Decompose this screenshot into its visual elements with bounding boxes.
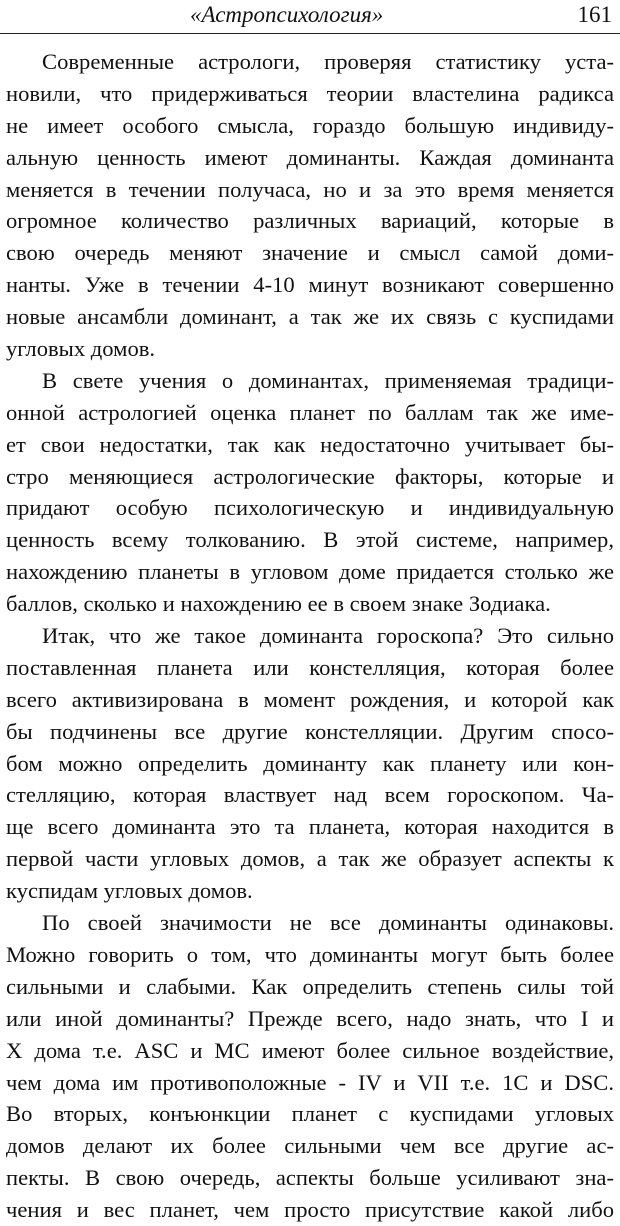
text-line: ценность всему толкованию. В этой системе, например, <box>6 527 614 553</box>
text-line: стро меняющиеся астрологические факторы, которые и <box>6 463 614 489</box>
body-text <box>6 46 614 1226</box>
paragraph <box>6 620 614 907</box>
text-line: не имеет особого смысла, гораздо большую индивиду- <box>6 112 614 138</box>
text-line: X дома т.е. ASC и MC имеют более сильное воздействие, <box>6 1037 614 1063</box>
text-line: чения и вес планет, чем просто присутствие какой либо <box>6 1197 614 1223</box>
text-line: альную ценность имеют доминанты. Каждая доминанта <box>6 144 614 170</box>
text-line: баллов, сколько и нахождению ее в своем знаке Зодиака. <box>6 591 551 617</box>
paragraph <box>6 46 614 365</box>
running-head-title: «Астропсихология» <box>190 2 384 27</box>
text-line: бом можно определить доминанту как планету или кон- <box>6 750 614 776</box>
text-line: стелляцию, которая властвует над всем гороскопом. Ча- <box>6 782 614 808</box>
text-line: бы подчинены все другие констелляции. Другим спосо- <box>6 718 614 744</box>
text-line: Современные астрологи, проверяя статистику уста- <box>42 49 614 74</box>
text-line: придают особую психологическую и индивидуальную <box>6 495 614 521</box>
page-number: 161 <box>577 2 612 27</box>
text-line: свою очередь меняют значение и смысл самой доми- <box>6 240 614 266</box>
text-line: новые ансамбли доминант, а так же их связь с куспидами <box>6 304 614 330</box>
paragraph <box>6 907 614 1226</box>
text-line: всего активизирована в момент рождения, и которой как <box>6 686 614 712</box>
text-line: угловых домов. <box>6 336 156 362</box>
text-line: нахождению планеты в угловом доме придается столько же <box>6 559 614 585</box>
text-line: Итак, что же такое доминанта гороскопа? Это сильно <box>42 623 614 649</box>
text-line: Можно говорить о том, что доминанты могут быть более <box>6 941 614 967</box>
text-line: нанты. Уже в течении 4-10 минут возникают совершенно <box>6 272 614 298</box>
text-line: новили, что придерживаться теории властелина радикса <box>6 80 614 106</box>
text-line: первой части угловых домов, а так же образует аспекты к <box>6 846 614 872</box>
running-head <box>0 0 620 40</box>
text-line: домов делают их более сильными чем все другие ас- <box>6 1133 614 1159</box>
header-rule <box>0 33 620 34</box>
text-line: Во вторых, конъюнкции планет с куспидами угловых <box>6 1101 614 1127</box>
text-line: огромное количество различных вариаций, которые в <box>6 208 614 234</box>
text-line: или иной доминанты? Прежде всего, надо знать, что I и <box>6 1005 614 1031</box>
text-line: меняется в течении получаса, но и за это время меняется <box>6 176 614 202</box>
text-line: онной астрологией оценка планет по баллам так же име- <box>6 399 614 425</box>
text-line: чем дома им противоположные - IV и VII т.е. 1C и DSC. <box>6 1069 614 1095</box>
text-line: ет свои недостатки, так как недостаточно учитывает бы- <box>6 431 614 457</box>
text-line: пекты. В свою очередь, аспекты больше усиливают зна- <box>6 1165 614 1191</box>
text-line: поставленная планета или констелляция, которая более <box>6 654 614 680</box>
text-line: В свете учения о доминантах, применяемая традици- <box>42 367 614 393</box>
text-line: сильными и слабыми. Как определить степень силы той <box>6 973 614 999</box>
text-line: По своей значимости не все доминанты одинаковы. <box>42 910 614 936</box>
text-line: куспидам угловых домов. <box>6 878 253 904</box>
paragraph <box>6 365 614 620</box>
text-line: ще всего доминанта это та планета, которая находится в <box>6 814 614 840</box>
